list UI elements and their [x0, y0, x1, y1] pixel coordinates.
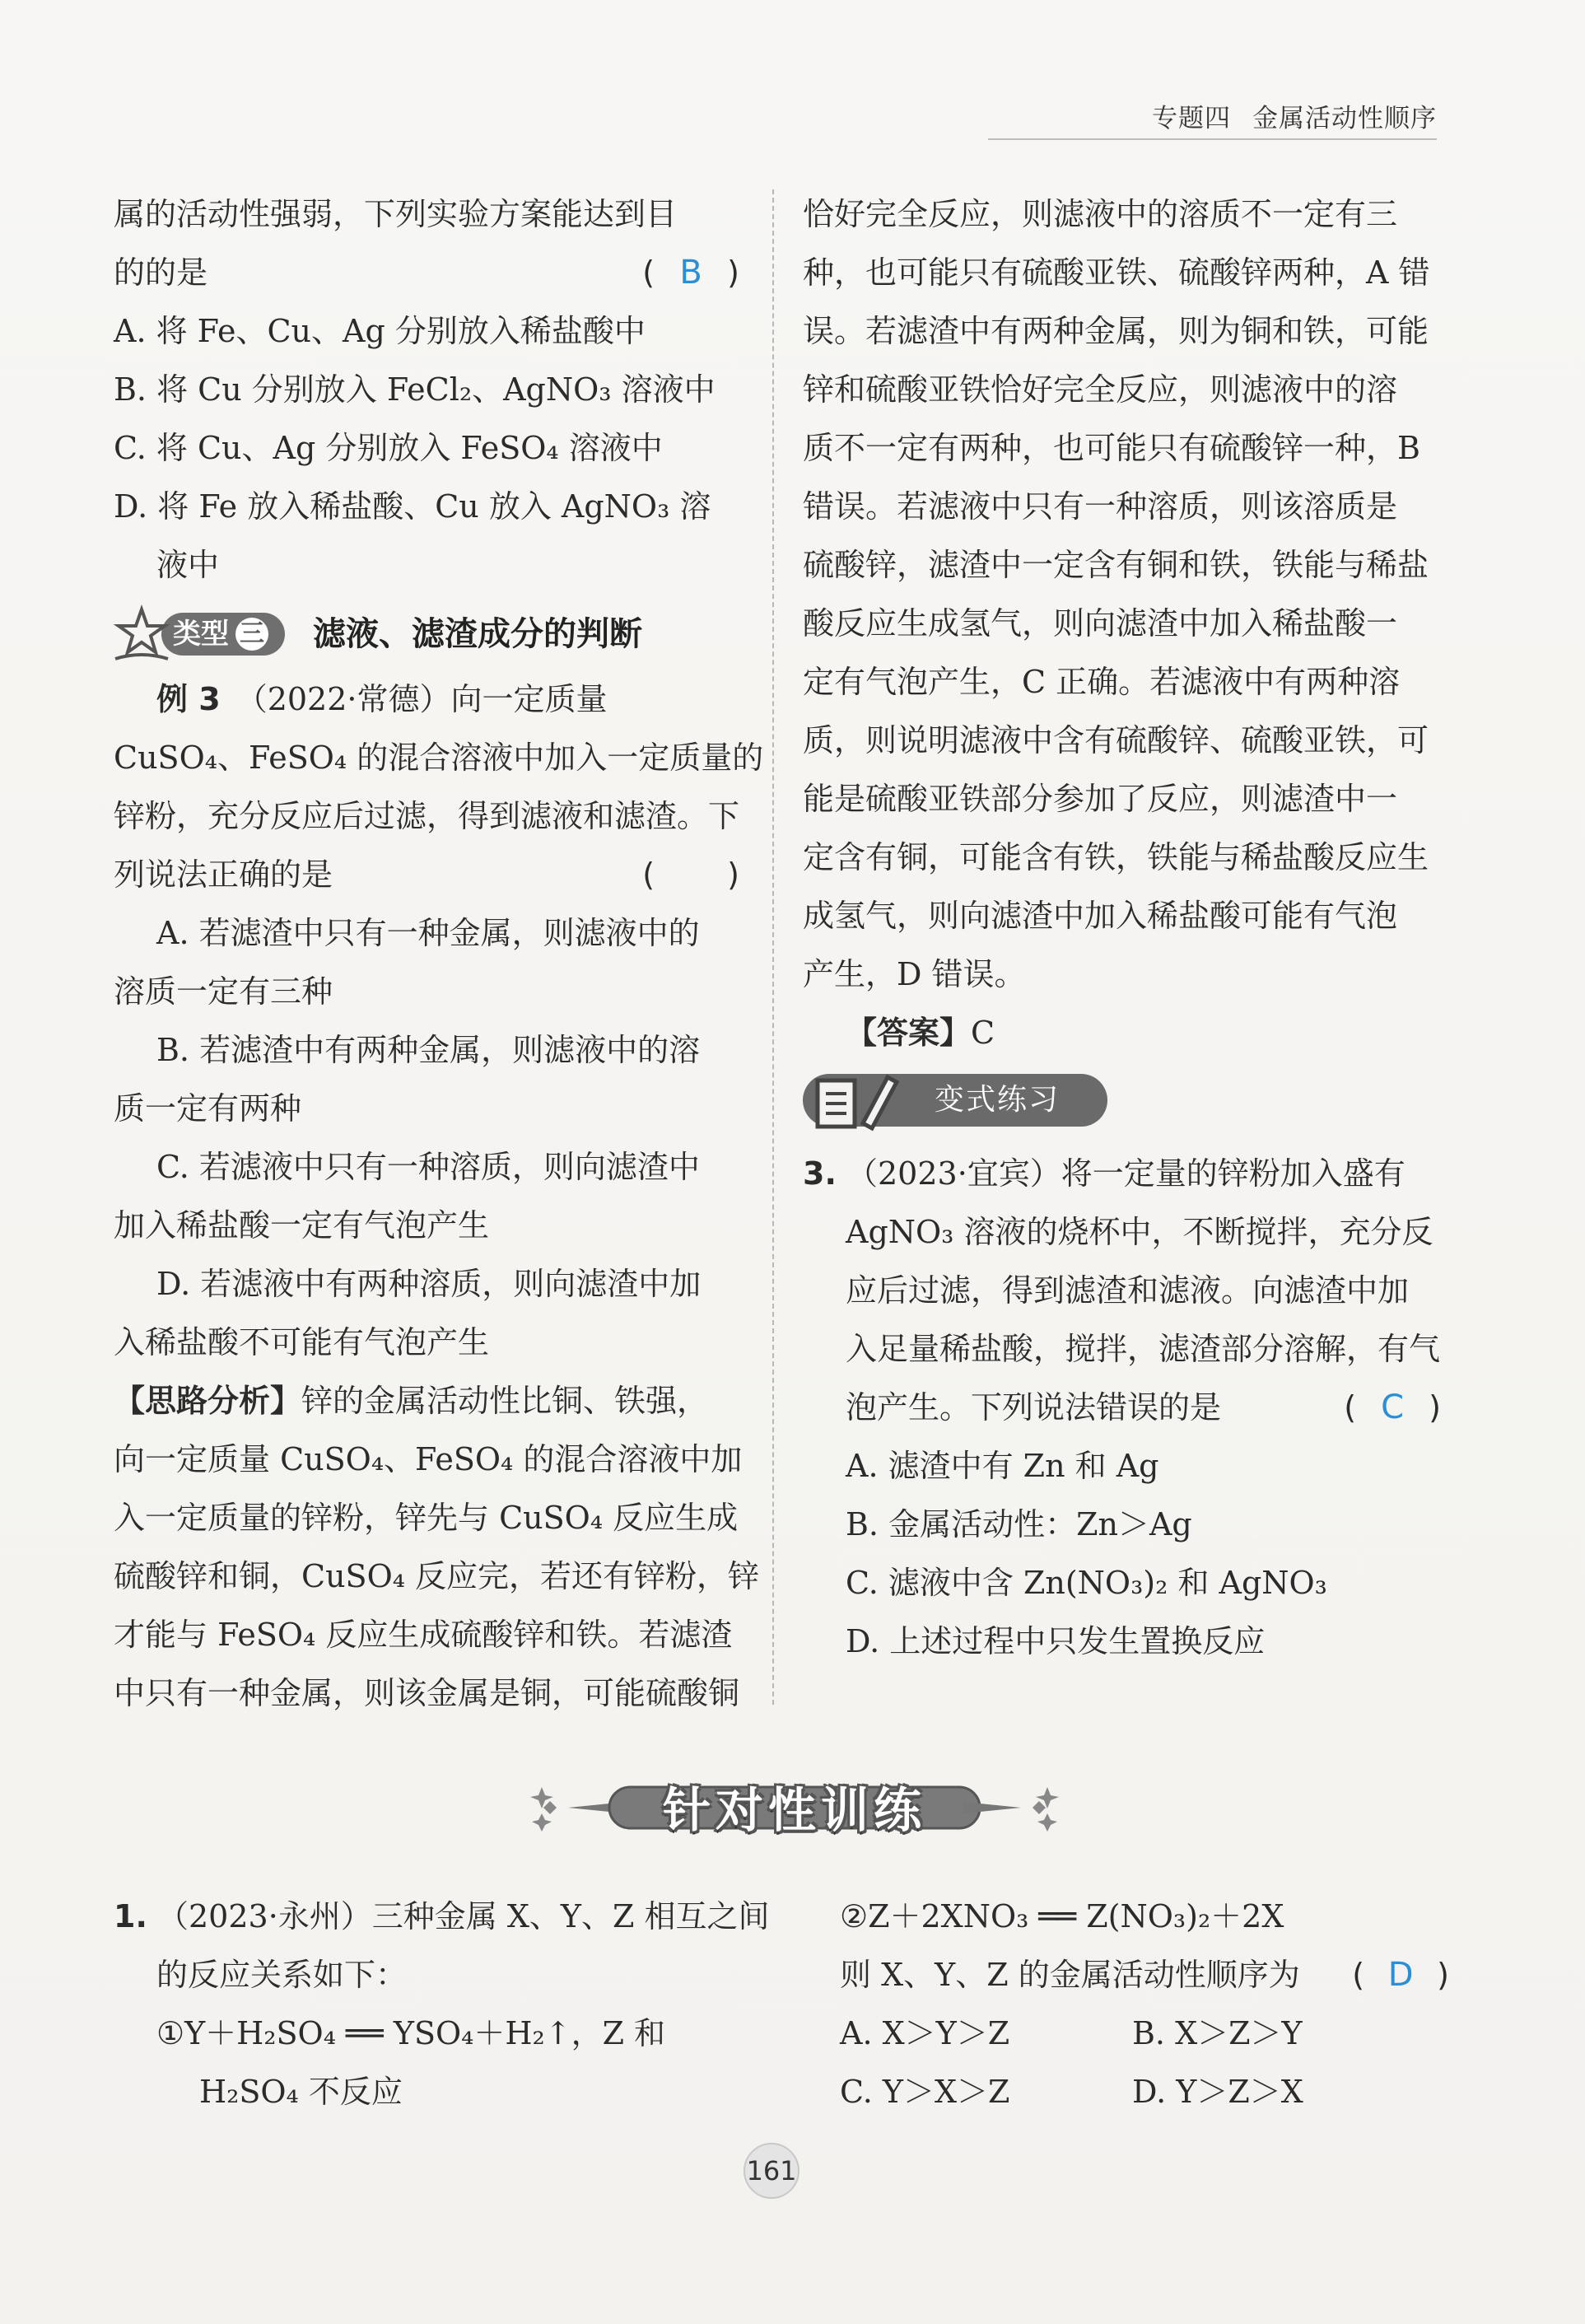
q1-option-d: D. Y＞Z＞X — [1132, 2074, 1303, 2110]
analysis-label: 【思路分析】 — [114, 1383, 302, 1419]
q1-options-row-1 — [840, 2004, 1449, 2063]
question-1-right — [840, 1888, 1449, 2121]
column-divider — [772, 189, 774, 1705]
analysis-line-2: 向一定质量 CuSO₄、FeSO₄ 的混合溶液中加 — [114, 1441, 743, 1477]
example-option-c-cont: 加入稀盐酸一定有气泡产生 — [114, 1207, 490, 1244]
variant-banner — [803, 1064, 1441, 1138]
analysis-line-5: 才能与 FeSO₄ 反应生成硫酸锌和铁。若滤渣 — [114, 1617, 733, 1653]
q3-line-4: 入足量稀盐酸，搅拌，滤渣部分溶解，有气 — [846, 1331, 1441, 1367]
example-line-2: CuSO₄、FeSO₄ 的混合溶液中加入一定质量的 — [114, 740, 764, 776]
analysis-cont-12: 定含有铜，可能含有铁，铁能与稀盐酸反应生 — [803, 839, 1429, 875]
analysis-cont-11: 能是硫酸亚铁部分参加了反应，则滤渣中一 — [803, 781, 1398, 817]
training-banner — [527, 1762, 1062, 1853]
answer-value: C — [971, 1015, 995, 1051]
analysis-cont-13: 成氢气，则向滤渣中加入稀盐酸可能有气泡 — [803, 898, 1398, 934]
q1-option-b: B. X＞Z＞Y — [1132, 2015, 1303, 2051]
analysis-cont-6: 错误。若滤液中只有一种溶质，则该溶质是 — [803, 488, 1398, 525]
example-option-a: A. 若滤渣中只有一种金属，则滤液中的 — [156, 915, 700, 951]
q1-line-4: H₂SO₄ 不反应 — [199, 2074, 403, 2110]
type-badge — [161, 613, 285, 656]
option-d-cont: 液中 — [156, 547, 220, 583]
q3-number: 3. — [803, 1155, 837, 1192]
type-number: 三 — [235, 618, 268, 651]
q1-line-3: ①Y＋H₂SO₄ ══ YSO₄＋H₂↑，Z 和 — [156, 2015, 666, 2051]
option-d: D. 将 Fe 放入稀盐酸、Cu 放入 AgNO₃ 溶 — [114, 488, 711, 525]
analysis-cont-8: 酸反应生成氢气，则向滤渣中加入稀盐酸一 — [803, 605, 1398, 642]
example-option-b: B. 若滤渣中有两种金属，则滤液中的溶 — [156, 1032, 701, 1068]
q1-question-text: 则 X、Y、Z 的金属活动性顺序为 — [840, 1957, 1300, 1993]
q-answer: B — [679, 254, 702, 292]
analysis-line-6: 中只有一种金属，则该金属是铜，可能硫酸铜 — [114, 1675, 740, 1711]
page-header — [1152, 97, 1437, 134]
analysis-cont-10: 质，则说明滤液中含有硫酸锌、硫酸亚铁，可 — [803, 722, 1429, 758]
analysis-line-4: 硫酸锌和铜，CuSO₄ 反应完，若还有锌粉，锌 — [114, 1558, 760, 1594]
option-c: C. 将 Cu、Ag 分别放入 FeSO₄ 溶液中 — [114, 430, 663, 466]
q3-option-a: A. 滤渣中有 Zn 和 Ag — [846, 1448, 1159, 1484]
analysis-cont-14: 产生，D 错误。 — [803, 956, 1026, 992]
q1-line-1 — [114, 1888, 772, 1946]
example-line-4 — [114, 846, 739, 904]
option-b: B. 将 Cu 分别放入 FeCl₂、AgNO₃ 溶液中 — [114, 371, 716, 408]
answer-line — [803, 1004, 1441, 1062]
example-label: 例 3 — [156, 681, 221, 717]
q3-question-tail: 泡产生。下列说法错误的是 — [846, 1389, 1222, 1426]
star-person-icon — [112, 604, 171, 664]
analysis-cont-4: 锌和硫酸亚铁恰好完全反应，则滤液中的溶 — [803, 371, 1398, 408]
page-number: 161 — [744, 2143, 799, 2199]
q-intro-line-1: 属的活动性强弱，下列实验方案能达到目 — [114, 196, 678, 232]
example-line-3: 锌粉，充分反应后过滤，得到滤液和滤渣。下 — [114, 798, 740, 834]
q3-line-1 — [803, 1145, 1441, 1203]
q1-option-a: A. X＞Y＞Z — [840, 2015, 1010, 2051]
q3-answer-paren: ( C ) — [1344, 1379, 1441, 1437]
answer-label: 【答案】 — [846, 1015, 972, 1051]
q1-source: （2023·永州）三种金属 X、Y、Z 相互之间 — [156, 1898, 770, 1934]
example-answer-paren: ( ) — [642, 856, 739, 893]
q1-reaction-2: ②Z＋2XNO₃ ══ Z(NO₃)₂＋2X — [840, 1898, 1284, 1934]
header-rule — [988, 138, 1437, 140]
q3-line-5 — [803, 1379, 1441, 1437]
q1-line-2: 的反应关系如下： — [156, 1957, 408, 1993]
example-question-tail: 列说法正确的是 — [114, 856, 333, 893]
question-1-left — [114, 1888, 772, 2121]
training-title: 针对性训练 — [662, 1782, 926, 1838]
q-intro-line-2 — [114, 244, 739, 302]
example-option-c: C. 若滤液中只有一种溶质，则向滤渣中 — [156, 1149, 700, 1185]
right-column — [803, 185, 1441, 1671]
q3-line-2: AgNO₃ 溶液的烧杯中，不断搅拌，充分反 — [846, 1214, 1433, 1250]
analysis-line-1 — [114, 1372, 739, 1430]
analysis-cont-9: 定有气泡产生，C 正确。若滤液中有两种溶 — [803, 664, 1401, 700]
header-topic: 专题四 — [1152, 104, 1231, 133]
analysis-cont-7: 硫酸锌，滤渣中一定含有铜和铁，铁能与稀盐 — [803, 547, 1429, 583]
open-book-pencil-icon — [809, 1066, 908, 1135]
q3-line-3: 应后过滤，得到滤渣和滤液。向滤渣中加 — [846, 1272, 1410, 1309]
q3-answer: C — [1381, 1388, 1405, 1426]
analysis-cont-2: 种，也可能只有硫酸亚铁、硫酸锌两种，A 错 — [803, 254, 1430, 291]
example-option-b-cont: 质一定有两种 — [114, 1090, 302, 1127]
analysis-cont-5: 质不一定有两种，也可能只有硫酸锌一种，B — [803, 430, 1420, 466]
type-badge-label: 类型 — [173, 617, 229, 651]
example-source: （2022·常德）向一定质量 — [251, 681, 608, 717]
type-banner — [112, 601, 739, 667]
q3-option-c: C. 滤液中含 Zn(NO₃)₂ 和 AgNO₃ — [846, 1565, 1327, 1601]
analysis-text: 锌的金属活动性比铜、铁强， — [301, 1383, 709, 1419]
example-line-1 — [114, 670, 739, 729]
option-a: A. 将 Fe、Cu、Ag 分别放入稀盐酸中 — [114, 313, 646, 349]
variant-label: 变式练习 — [935, 1083, 1061, 1117]
q1-options-row-2 — [840, 2063, 1449, 2121]
example-option-d-cont: 入稀盐酸不可能有气泡产生 — [114, 1324, 490, 1360]
left-column — [114, 185, 764, 1723]
example-option-a-cont: 溶质一定有三种 — [114, 973, 333, 1010]
q1-number: 1. — [114, 1898, 147, 1934]
answer-paren: ( B ) — [642, 244, 739, 302]
q1-option-c: C. Y＞X＞Z — [840, 2074, 1010, 2110]
header-title: 金属活动性顺序 — [1252, 104, 1437, 133]
q1-answer: D — [1387, 1956, 1414, 1994]
q3-option-d: D. 上述过程中只发生置换反应 — [846, 1623, 1266, 1659]
q1-question — [840, 1946, 1449, 2004]
q1-answer-paren: ( D ) — [1352, 1946, 1449, 2004]
analysis-cont-3: 误。若滤渣中有两种金属，则为铜和铁，可能 — [803, 313, 1429, 349]
q3-option-b: B. 金属活动性：Zn＞Ag — [846, 1506, 1192, 1542]
q3-source: （2023·宜宾）将一定量的锌粉加入盛有 — [846, 1155, 1406, 1192]
analysis-line-3: 入一定质量的锌粉，锌先与 CuSO₄ 反应生成 — [114, 1500, 739, 1536]
example-option-d: D. 若滤液中有两种溶质，则向滤渣中加 — [156, 1266, 702, 1302]
q-intro-text: 的的是 — [114, 254, 208, 291]
analysis-cont-1: 恰好完全反应，则滤液中的溶质不一定有三 — [803, 196, 1398, 232]
type-title: 滤液、滤渣成分的判断 — [313, 614, 642, 653]
